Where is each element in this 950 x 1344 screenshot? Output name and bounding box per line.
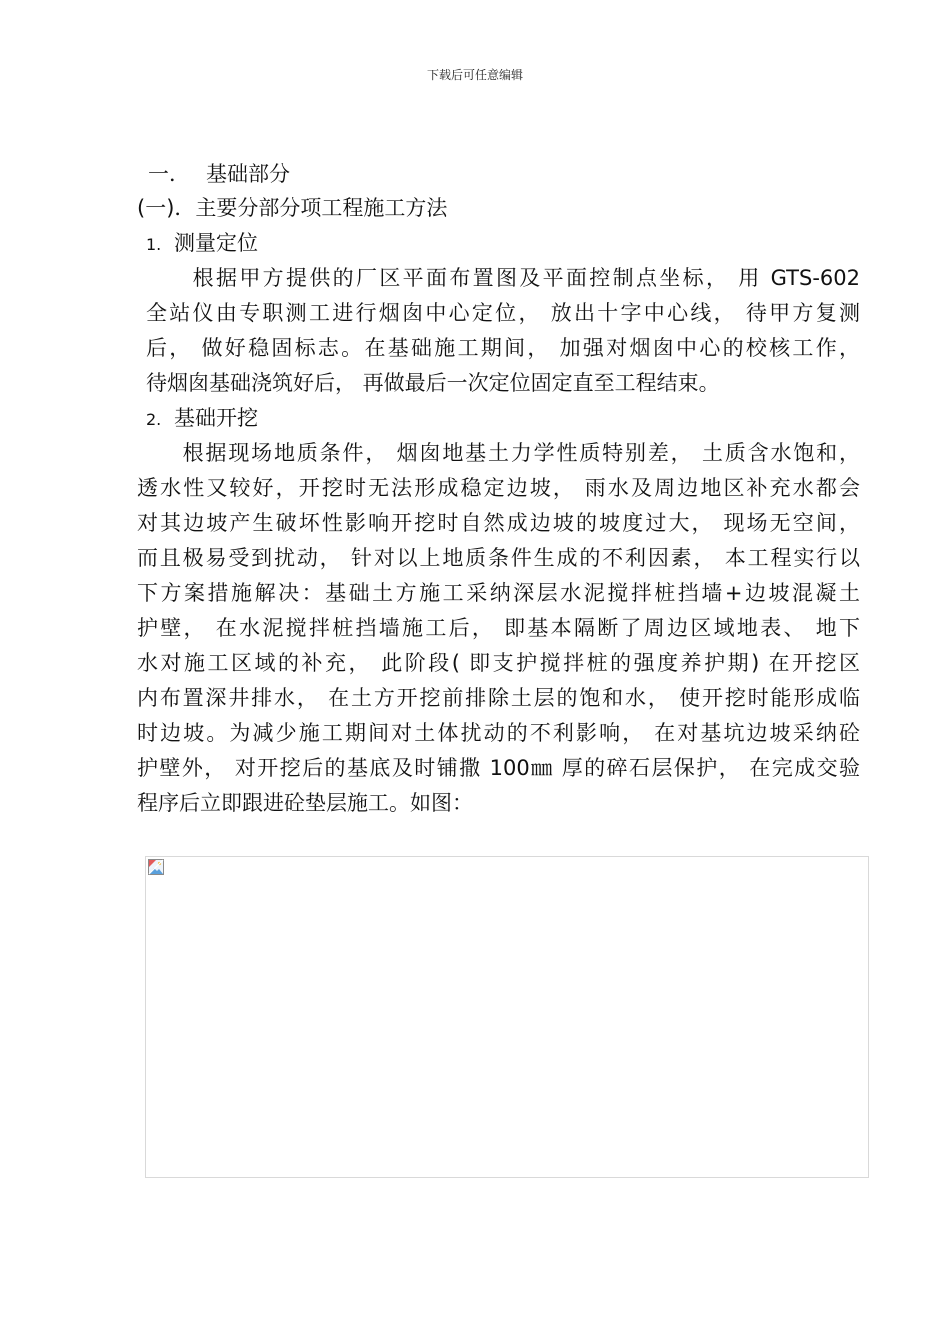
paragraph-line: 护壁外， 对开挖后的基底及时铺撒 100㎜ 厚的碎石层保护， 在完成交验 — [137, 756, 860, 780]
paragraph-line: 全站仪由专职测工进行烟囱中心定位， 放出十字中心线， 待甲方复测 — [146, 301, 860, 325]
page-header: 下载后可任意编辑 — [426, 68, 523, 82]
paragraph-excavation — [137, 436, 860, 821]
paragraph-line: 程序后立即跟进砼垫层施工。如图： — [137, 791, 473, 815]
paragraph-line: 下方案措施解决：基础土方施工采纳深层水泥搅拌桩挡墙+边坡混凝土 — [137, 581, 860, 605]
section-heading — [148, 157, 290, 191]
broken-image-icon — [147, 858, 165, 876]
item-heading-excavation — [146, 401, 258, 437]
paragraph-line: 水对施工区域的补充， 此阶段( 即支护搅拌桩的强度养护期) 在开挖区 — [137, 651, 860, 675]
item-heading-survey — [146, 226, 258, 262]
paragraph-line: 根据现场地质条件， 烟囱地基土力学性质特别差， 土质含水饱和， — [137, 441, 860, 465]
paragraph-line: 后， 做好稳固标志。在基础施工期间， 加强对烟囱中心的校核工作， — [146, 336, 860, 360]
paragraph-line: 内布置深井排水， 在土方开挖前排除土层的饱和水， 使开挖时能形成临 — [137, 686, 860, 710]
item-number: 1. — [146, 235, 162, 254]
item-title: 基础开挖 — [174, 406, 258, 430]
paragraph-survey — [146, 261, 860, 401]
figure-placeholder — [145, 856, 869, 1178]
section-title: 基础部分 — [206, 162, 290, 186]
paragraph-line: 护壁， 在水泥搅拌桩挡墙施工后， 即基本隔断了周边区域地表、 地下 — [137, 616, 860, 640]
subsection-heading: (一)．主要分部分项工程施工方法 — [137, 196, 448, 220]
paragraph-line: 透水性又较好，开挖时无法形成稳定边坡， 雨水及周边地区补充水都会 — [137, 476, 860, 500]
paragraph-line: 时边坡。为减少施工期间对土体扰动的不利影响， 在对基坑边坡采纳砼 — [137, 721, 860, 745]
section-number: 一． — [148, 162, 190, 186]
paragraph-line: 而且极易受到扰动， 针对以上地质条件生成的不利因素， 本工程实行以 — [137, 546, 860, 570]
paragraph-line: 对其边坡产生破坏性影响开挖时自然成边坡的坡度过大， 现场无空间， — [137, 511, 860, 535]
paragraph-line: 根据甲方提供的厂区平面布置图及平面控制点坐标， 用 GTS-602 — [146, 266, 860, 290]
paragraph-line: 待烟囱基础浇筑好后， 再做最后一次定位固定直至工程结束。 — [146, 371, 720, 395]
item-title: 测量定位 — [174, 231, 258, 255]
item-number: 2. — [146, 410, 162, 429]
